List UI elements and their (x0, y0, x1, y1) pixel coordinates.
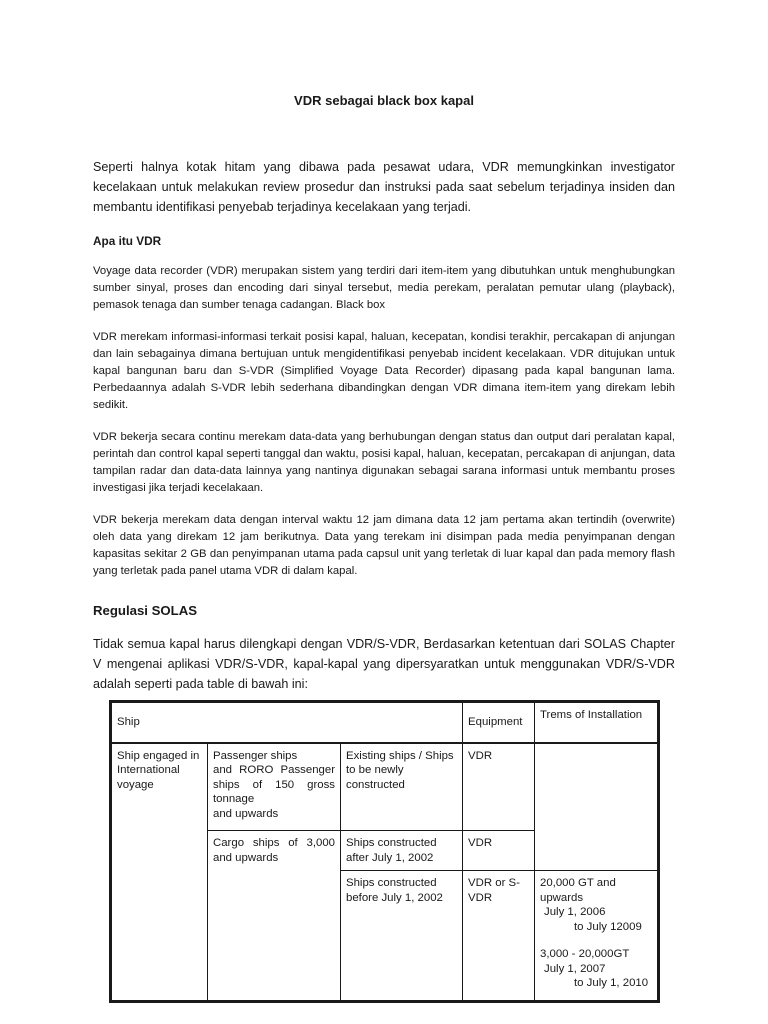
intro-paragraph: Seperti halnya kotak hitam yang dibawa pada pesawat udara, VDR memungkinkan investigator kecelakaan untuk melakukan review prosedur dan instruksi pada saat sebelum terjadinya insiden dan membantu identifikasi penyebab terjadinya kecelakaan yang terjadi. (93, 160, 675, 214)
terms-a2: July 1, 2006 (544, 906, 606, 918)
header-ship: Ship (112, 703, 463, 743)
cell-existing-ships: Existing ships / Ships to be newly constructed (341, 743, 463, 831)
paragraph-vdr-records: VDR merekam informasi-informasi terkait posisi kapal, haluan, kecepatan, kondisi terakhir, percakapan di anjungan dan lain sebagainya dimana bertujuan untuk mengidentifikasi penyebab incident kecelakaan. VDR ditujukan untuk kapal bangunan baru dan S-VDR (Simplified Voyage Data Recorder) dipasang pada kapal bangunan lama. Perbedaannya adalah S-VDR lebih sederhana dibandingkan dengan VDR dimana item-item yang direkam lebih sedikit. (93, 331, 675, 411)
paragraph-vdr-works: VDR bekerja secara continu merekam data-data yang berhubungan dengan status dan output dari peralatan kapal, perintah dan control kapal seperti tanggal dan waktu, posisi kapal, haluan, kecepatan, percakapan di anjungan, data tampilan radar dan data-data lainnya yang nantinya digunakan sebagai sarana informasi untuk membantu proses investigasi jika terjadi kecelakaan. (93, 431, 675, 494)
terms-b3: to July 1, 2010 (574, 977, 649, 989)
terms-b2: July 1, 2007 (544, 962, 606, 975)
cell-vdr-or-svdr: VDR or S-VDR (463, 871, 535, 1001)
table-header-row (112, 703, 658, 743)
terms-a1: 20,000 GT and upwards (540, 877, 616, 904)
table-row (112, 743, 658, 831)
section-heading-apa-itu-vdr: Apa itu VDR (93, 234, 162, 248)
cell-after-2002: Ships constructed after July 1, 2002 (341, 831, 463, 871)
cell-vdr-2: VDR (463, 831, 535, 871)
cell-vdr-1: VDR (463, 743, 535, 831)
cell-international-voyage: Ship engaged in International voyage (112, 743, 208, 1001)
cell-passenger-ships (208, 743, 341, 831)
paragraph-vdr-interval: VDR bekerja merekam data dengan interval waktu 12 jam dimana data 12 jam pertama akan tertindih (overwrite) oleh data yang direkam 12 jam berikutnya. Data yang terekam ini disimpan pada media penyimpanan dengan kapasitas sekitar 2 GB dan penyimpanan utama pada capsul unit yang terletak di luar kapal dan pada memory flash yang terletak pada panel utama VDR di dalam kapal. (93, 514, 675, 577)
header-equipment: Equipment (463, 703, 535, 743)
cell-terms-empty (535, 743, 658, 871)
solas-table (111, 702, 658, 1001)
cell-cargo-ships: Cargo ships of 3,000 and upwards (208, 831, 341, 1001)
page-title: VDR sebagai black box kapal (294, 93, 474, 108)
paragraph-vdr-definition: Voyage data recorder (VDR) merupakan sistem yang terdiri dari item-item yang dibutuhkan untuk menghubungkan sumber sinyal, proses dan encoding dari sinyal tersebut, media perekam, peralatan pemutar ulang (playback), pemasok tenaga dan sumber tenaga cadangan. Black box (93, 265, 675, 311)
cell-terms-detail (535, 871, 658, 1001)
terms-a3: to July 12009 (574, 920, 642, 933)
header-terms-of-installation: Trems of Installation (535, 703, 658, 743)
paragraph-solas-intro: Tidak semua kapal harus dilengkapi dengan VDR/S-VDR, Berdasarkan ketentuan dari SOLAS Chapter V mengenai aplikasi VDR/S-VDR, kapal-kapal yang dipersyaratkan untuk menggunakan VDR/S-VDR adalah seperti pada table di bawah ini: (93, 637, 675, 691)
cell-before-2002: Ships constructed before July 1, 2002 (341, 871, 463, 1001)
terms-b1: 3,000 - 20,000GT (540, 948, 630, 960)
passenger-line-3: and upwards (213, 807, 279, 820)
passenger-line-2: and RORO Passenger ships of 150 gross tonnage (213, 764, 335, 805)
section-heading-regulasi-solas: Regulasi SOLAS (93, 603, 198, 618)
passenger-line-1: Passenger ships (213, 749, 298, 762)
